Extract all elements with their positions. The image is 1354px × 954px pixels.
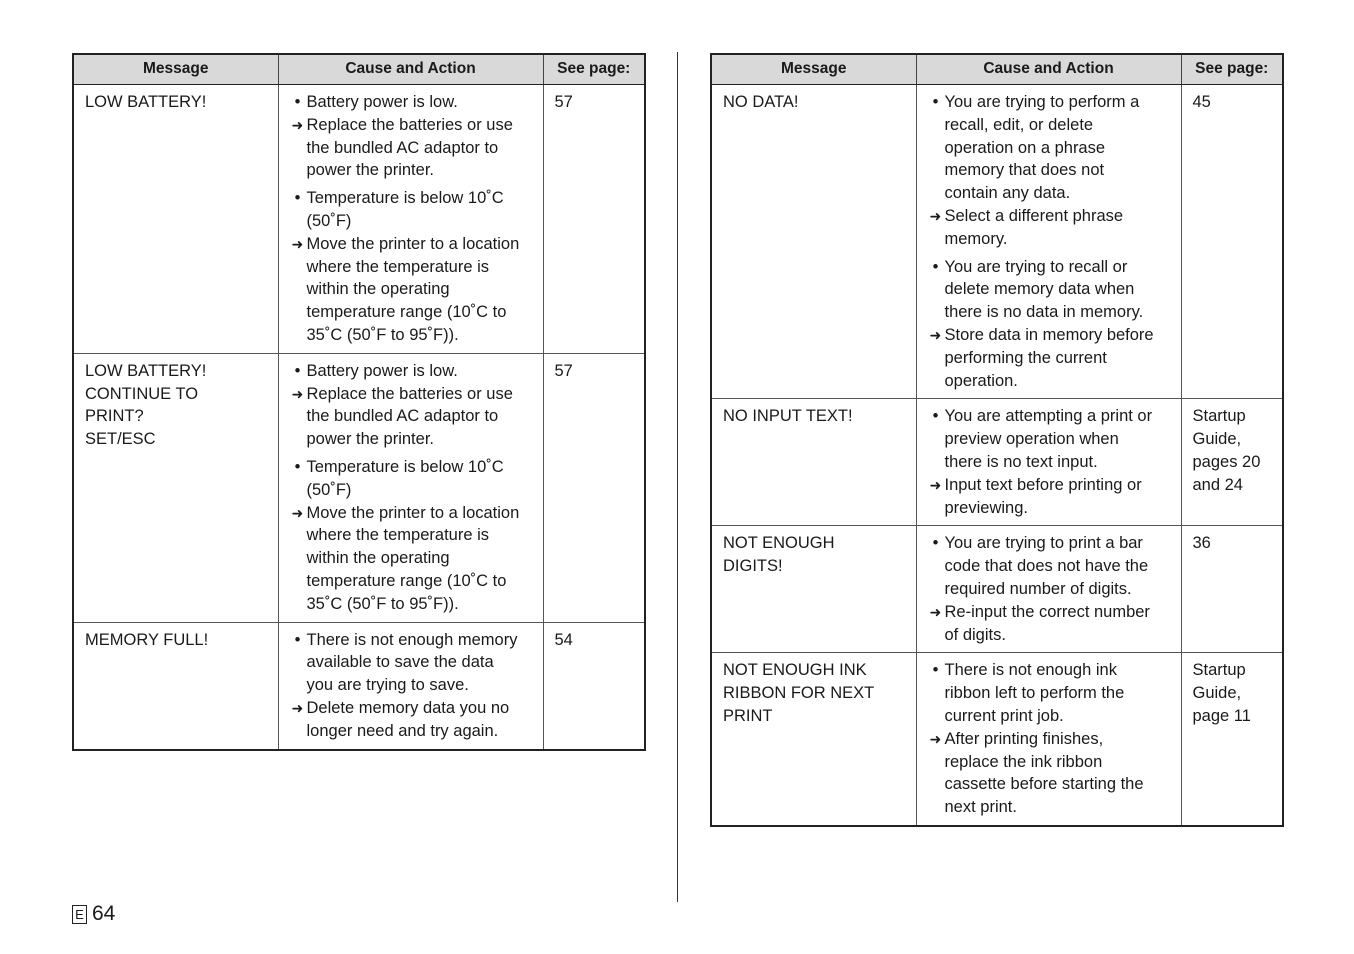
action-line [927, 751, 1173, 774]
cause-text: delete memory data when [944, 280, 1135, 299]
table-body-right [711, 85, 1283, 826]
action-line [927, 347, 1173, 370]
header-cause-action: Cause and Action [278, 54, 543, 85]
bullet-icon [927, 159, 945, 182]
bullet-icon [927, 182, 945, 205]
arrow-right-icon: ➜ [929, 207, 942, 224]
message-cell [73, 85, 278, 354]
arrow-right-icon [927, 347, 945, 370]
page-footer [72, 902, 115, 926]
action-line [289, 301, 535, 324]
action-text: Re-input the correct number [944, 602, 1150, 621]
cause-action-group [927, 532, 1173, 646]
action-text: longer need and try again. [306, 721, 499, 740]
arrow-right-icon: ➜ [291, 385, 304, 402]
bullet-icon [289, 479, 307, 502]
cause-action-group [289, 456, 535, 616]
cause-line [927, 159, 1173, 182]
action-line [927, 728, 1173, 751]
cause-action-group [289, 629, 535, 743]
bullet-icon [927, 301, 945, 324]
bullet-icon [927, 578, 945, 601]
cause-text: you are trying to save. [306, 676, 469, 695]
action-text: Store data in memory before [944, 325, 1154, 344]
arrow-right-icon: ➜ [929, 730, 942, 747]
action-text: within the operating [306, 549, 450, 568]
bullet-icon [927, 555, 945, 578]
table-row [711, 653, 1283, 826]
action-line [927, 205, 1173, 228]
bullet-icon: • [932, 93, 939, 111]
header-see-page: See page: [1181, 54, 1283, 85]
cause-action-group [927, 256, 1173, 393]
action-line [289, 547, 535, 570]
see-page-line: Guide, [1192, 430, 1242, 449]
bullet-icon: • [932, 661, 939, 680]
cause-line [927, 114, 1173, 137]
see-page-line: 57 [554, 93, 573, 111]
cause-text: You are trying to recall or [944, 257, 1128, 276]
cause-line [927, 137, 1173, 160]
arrow-right-icon [927, 751, 945, 774]
action-text: After printing finishes, [944, 729, 1104, 748]
message-line: RIBBON FOR NEXT [723, 684, 875, 703]
arrow-right-icon [289, 547, 307, 570]
bullet-icon: • [932, 257, 939, 276]
arrow-right-icon [927, 796, 945, 819]
bullet-icon [289, 651, 307, 674]
arrow-right-icon [289, 524, 307, 547]
action-line [289, 697, 535, 720]
cause-line [927, 659, 1173, 682]
cause-line [289, 456, 535, 479]
cause-text: there is no text input. [944, 452, 1098, 471]
message-line: LOW BATTERY! [85, 361, 207, 380]
see-page-line: 54 [554, 630, 573, 649]
message-line: LOW BATTERY! [85, 93, 207, 111]
cause-action-cell [916, 653, 1181, 826]
action-line [289, 593, 535, 616]
table-row [711, 85, 1283, 399]
action-text: 35˚C (50˚F to 95˚F)). [306, 594, 459, 613]
bullet-icon [927, 451, 945, 474]
action-line [927, 601, 1173, 624]
action-text: memory. [944, 229, 1008, 248]
arrow-right-icon: ➜ [291, 504, 304, 521]
action-text: power the printer. [306, 430, 434, 449]
cause-line [289, 360, 535, 383]
table-body-left [73, 85, 645, 750]
message-line: PRINT? [85, 407, 144, 426]
bullet-icon: • [932, 407, 939, 426]
table-row [73, 85, 645, 354]
see-page-cell [543, 85, 645, 354]
table-row [711, 399, 1283, 526]
message-line: PRINT [723, 706, 773, 725]
action-line [289, 405, 535, 428]
action-text: the bundled AC adaptor to [306, 138, 499, 157]
action-line [289, 324, 535, 347]
bullet-icon [927, 278, 945, 301]
cause-text: Temperature is below 10˚C [306, 189, 504, 208]
table-header-row [711, 54, 1283, 85]
action-text: Select a different phrase [944, 206, 1124, 225]
bullet-icon [927, 705, 945, 728]
cause-line [927, 301, 1173, 324]
cause-action-cell [278, 85, 543, 354]
cause-text: There is not enough memory [306, 630, 518, 649]
arrow-right-icon [289, 405, 307, 428]
action-line [289, 428, 535, 451]
action-line [927, 773, 1173, 796]
action-text: Move the printer to a location [306, 234, 520, 253]
message-cell [711, 399, 916, 526]
cause-line [927, 682, 1173, 705]
see-page-line: Startup [1192, 407, 1246, 426]
bullet-icon: • [294, 189, 301, 208]
cause-line [927, 91, 1173, 114]
action-text: Delete memory data you no [306, 698, 510, 717]
bullet-icon [927, 428, 945, 451]
arrow-right-icon: ➜ [929, 326, 942, 343]
bullet-icon [927, 114, 945, 137]
see-page-line: 57 [554, 361, 573, 380]
action-line [927, 370, 1173, 393]
table-row [73, 622, 645, 749]
see-page-line: 45 [1192, 93, 1211, 111]
table-header-row [73, 54, 645, 85]
message-line: NO DATA! [723, 93, 799, 111]
arrow-right-icon [289, 301, 307, 324]
action-line [927, 474, 1173, 497]
cause-text: There is not enough ink [944, 661, 1117, 680]
see-page-line: Startup [1192, 661, 1246, 680]
cause-line [927, 405, 1173, 428]
cause-line [927, 428, 1173, 451]
action-text: Replace the batteries or use [306, 384, 513, 403]
table-row [711, 526, 1283, 653]
action-line [289, 524, 535, 547]
action-text: Input text before printing or [944, 475, 1142, 494]
message-line: SET/ESC [85, 430, 156, 449]
cause-text: (50˚F) [306, 480, 352, 499]
arrow-right-icon: ➜ [929, 603, 942, 620]
cause-text: ribbon left to perform the [944, 684, 1125, 703]
cause-line [927, 256, 1173, 279]
see-page-cell [1181, 526, 1283, 653]
message-cell [711, 85, 916, 399]
bullet-icon [927, 137, 945, 160]
message-line: NOT ENOUGH INK [723, 661, 867, 680]
cause-action-cell [916, 399, 1181, 526]
table-row [73, 353, 645, 622]
cause-line [289, 674, 535, 697]
arrow-right-icon [289, 593, 307, 616]
cause-action-cell [916, 85, 1181, 399]
cause-text: You are attempting a print or [944, 407, 1153, 426]
cause-line [927, 532, 1173, 555]
arrow-right-icon [927, 773, 945, 796]
cause-line [289, 651, 535, 674]
cause-text: code that does not have the [944, 557, 1149, 576]
action-text: performing the current [944, 348, 1107, 367]
action-line [927, 796, 1173, 819]
see-page-cell [1181, 85, 1283, 399]
cause-text: You are trying to print a bar [944, 534, 1143, 553]
cause-text: operation on a phrase [944, 138, 1106, 157]
header-see-page: See page: [543, 54, 645, 85]
action-text: the bundled AC adaptor to [306, 407, 499, 426]
cause-action-cell [278, 622, 543, 749]
message-line: NOT ENOUGH [723, 534, 835, 553]
arrow-right-icon: ➜ [291, 116, 304, 133]
see-page-line: 36 [1192, 534, 1211, 553]
cause-text: (50˚F) [306, 211, 352, 230]
action-text: next print. [944, 798, 1017, 817]
action-line [927, 624, 1173, 647]
bullet-icon [927, 682, 945, 705]
message-line: MEMORY FULL! [85, 630, 209, 649]
action-text: temperature range (10˚C to [306, 303, 507, 322]
cause-line [927, 451, 1173, 474]
cause-line [289, 479, 535, 502]
action-text: 35˚C (50˚F to 95˚F)). [306, 325, 459, 344]
arrow-right-icon [289, 324, 307, 347]
cause-text: Battery power is low. [306, 93, 458, 111]
action-line [927, 497, 1173, 520]
cause-action-group [289, 187, 535, 347]
see-page-cell [1181, 399, 1283, 526]
bullet-icon: • [294, 630, 301, 649]
action-line [289, 159, 535, 182]
cause-text: there is no data in memory. [944, 303, 1144, 322]
message-line: DIGITS! [723, 557, 783, 576]
cause-text: Battery power is low. [306, 361, 458, 380]
cause-text: You are trying to perform a [944, 93, 1140, 111]
message-line: NO INPUT TEXT! [723, 407, 853, 426]
header-cause-action: Cause and Action [916, 54, 1181, 85]
cause-action-cell [278, 353, 543, 622]
cause-text: preview operation when [944, 430, 1119, 449]
bullet-icon: • [294, 457, 301, 476]
page-divider [677, 52, 678, 902]
arrow-right-icon: ➜ [291, 235, 304, 252]
action-line [289, 114, 535, 137]
action-text: operation. [944, 371, 1018, 390]
message-cell [73, 353, 278, 622]
action-text: power the printer. [306, 161, 434, 180]
message-line: CONTINUE TO [85, 384, 199, 403]
action-text: cassette before starting the [944, 775, 1144, 794]
cause-action-group [927, 405, 1173, 519]
cause-line [289, 210, 535, 233]
cause-line [927, 182, 1173, 205]
see-page-line: pages 20 [1192, 452, 1261, 471]
cause-line [927, 705, 1173, 728]
action-text: where the temperature is [306, 526, 490, 545]
action-text: replace the ink ribbon [944, 752, 1103, 771]
arrow-right-icon [927, 624, 945, 647]
arrow-right-icon [289, 137, 307, 160]
message-cell [711, 653, 916, 826]
action-line [289, 720, 535, 743]
arrow-right-icon [289, 278, 307, 301]
header-message: Message [73, 54, 278, 85]
action-line [289, 570, 535, 593]
action-text: temperature range (10˚C to [306, 571, 507, 590]
action-text: Replace the batteries or use [306, 115, 513, 134]
cause-line [927, 555, 1173, 578]
see-page-line: and 24 [1192, 475, 1243, 494]
cause-text: recall, edit, or delete [944, 115, 1094, 134]
cause-line [927, 578, 1173, 601]
action-line [289, 502, 535, 525]
bullet-icon [289, 674, 307, 697]
action-text: previewing. [944, 498, 1028, 517]
cause-text: memory that does not [944, 161, 1105, 180]
bullet-icon: • [294, 361, 301, 380]
cause-action-cell [916, 526, 1181, 653]
action-line [927, 324, 1173, 347]
arrow-right-icon [289, 256, 307, 279]
message-cell [711, 526, 916, 653]
bullet-icon [289, 210, 307, 233]
action-text: Move the printer to a location [306, 503, 520, 522]
action-line [289, 278, 535, 301]
action-line [289, 383, 535, 406]
cause-text: contain any data. [944, 184, 1071, 203]
see-page-cell [543, 353, 645, 622]
see-page-line: Guide, [1192, 684, 1242, 703]
action-text: where the temperature is [306, 257, 490, 276]
arrow-right-icon [289, 570, 307, 593]
arrow-right-icon [289, 720, 307, 743]
bullet-icon: • [932, 534, 939, 553]
cause-action-group [289, 91, 535, 182]
action-line [289, 256, 535, 279]
page-number: 64 [92, 902, 116, 925]
see-page-cell [543, 622, 645, 749]
arrow-right-icon: ➜ [929, 476, 942, 493]
cause-text: current print job. [944, 706, 1064, 725]
action-line [289, 137, 535, 160]
cause-text: available to save the data [306, 653, 494, 672]
message-cell [73, 622, 278, 749]
language-marker: E [72, 905, 87, 924]
header-message: Message [711, 54, 916, 85]
action-line [927, 228, 1173, 251]
error-table-left [72, 53, 646, 751]
arrow-right-icon [289, 428, 307, 451]
cause-action-group [289, 360, 535, 451]
cause-text: required number of digits. [944, 579, 1132, 598]
bullet-icon: • [294, 93, 301, 111]
see-page-cell [1181, 653, 1283, 826]
see-page-line: page 11 [1192, 706, 1251, 725]
arrow-right-icon [927, 497, 945, 520]
cause-action-group [927, 659, 1173, 819]
arrow-right-icon [289, 159, 307, 182]
cause-line [927, 278, 1173, 301]
arrow-right-icon [927, 228, 945, 251]
cause-line [289, 629, 535, 652]
cause-action-group [927, 91, 1173, 251]
cause-line [289, 91, 535, 114]
cause-text: Temperature is below 10˚C [306, 457, 504, 476]
action-line [289, 233, 535, 256]
action-text: of digits. [944, 625, 1006, 644]
action-text: within the operating [306, 280, 450, 299]
arrow-right-icon [927, 370, 945, 393]
cause-line [289, 187, 535, 210]
arrow-right-icon: ➜ [291, 699, 304, 716]
error-table-right [710, 53, 1284, 827]
